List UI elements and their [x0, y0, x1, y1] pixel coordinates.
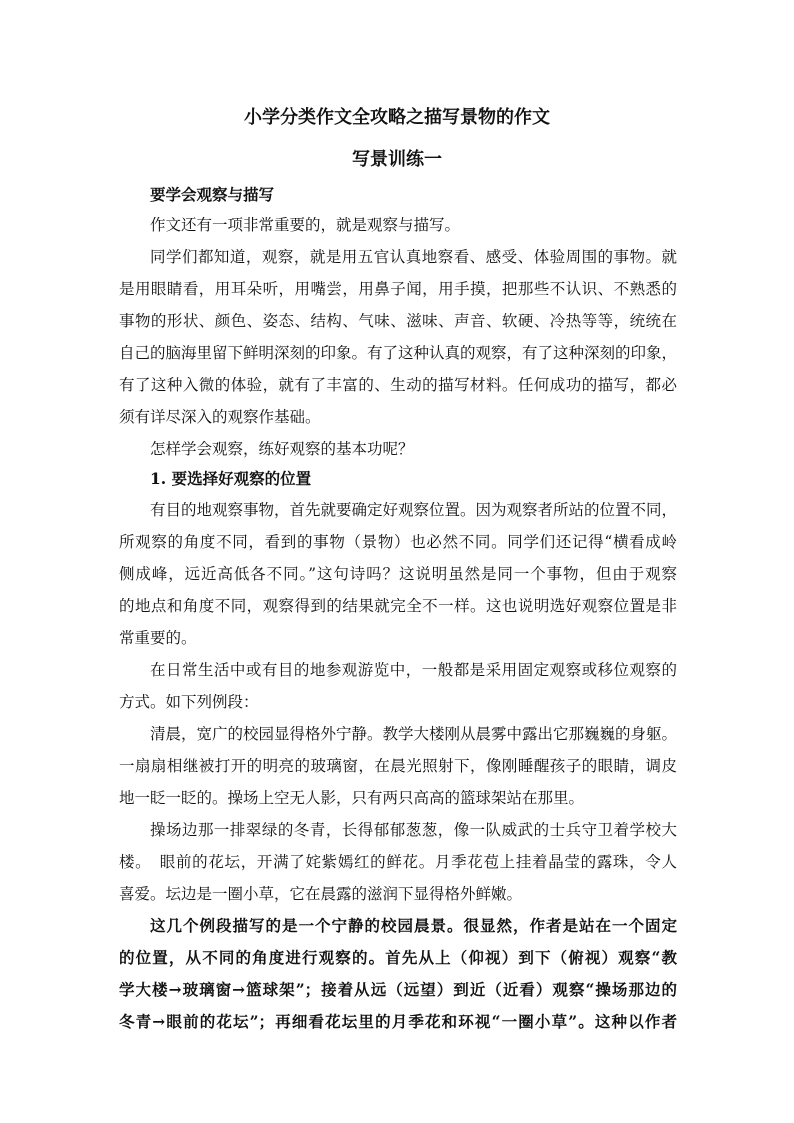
text-line: 怎样学会观察，练好观察的基本功呢？	[150, 440, 414, 458]
text-line: 一扇扇相继被打开的明亮的玻璃窗，在晨光照射下，像刚睡醒孩子的眼睛，调皮	[119, 757, 677, 775]
text-line: 事物的形状、颜色、姿态、结构、气味、滋味、声音、软硬、冷热等等，统统在	[119, 312, 677, 330]
text-line: 地一眨一眨的。操场上空无人影，只有两只高高的篮球架站在那里。	[119, 789, 585, 807]
text-line: 冬青→眼前的花坛”；再细看花坛里的月季花和环视“一圈小草”。这种以作者	[119, 1012, 677, 1031]
text-line: 所观察的角度不同，看到的事物（景物）也必然不同。同学们还记得“横看成岭	[119, 533, 677, 551]
text-line: 侧成峰，远近高低各不同。”这句诗吗？这说明虽然是同一个事物，但由于观察	[119, 565, 677, 583]
text-line: 方式。如下列例段：	[119, 693, 259, 711]
text-line: 的位置，从不同的角度进行观察的。首先从上（仰视）到下（俯视）观察“教	[119, 948, 677, 967]
text-line: 同学们都知道，观察，就是用五官认真地察看、感受、体验周围的事物。就	[150, 248, 677, 266]
document-subtitle: 写景训练一	[352, 149, 442, 170]
text-line: 清晨，宽广的校园显得格外宁静。教学大楼刚从晨雾中露出它那巍巍的身躯。	[150, 725, 678, 743]
text-line: 学大楼→玻璃窗→篮球架”；接着从远（远望）到近（近看）观察“操场那边的	[119, 980, 677, 999]
text-line: 操场边那一排翠绿的冬青，长得郁郁葱葱，像一队威武的士兵守卫着学校大	[150, 821, 677, 839]
section-heading: 要学会观察与描写	[150, 185, 275, 204]
text-line: 作文还有一项非常重要的，就是观察与描写。	[150, 216, 461, 234]
text-line: 楼。 眼前的花坛，开满了姹紫嫣红的鲜花。月季花苞上挂着晶莹的露珠，令人	[119, 853, 677, 871]
text-line: 须有详尽深入的观察作基础。	[119, 408, 321, 426]
text-line: 这几个例段描写的是一个宁静的校园晨景。很显然，作者是站在一个固定	[150, 916, 677, 935]
text-line: 是用眼睛看，用耳朵听，用嘴尝，用鼻子闻，用手摸，把那些不认识、不熟悉的	[119, 280, 677, 298]
text-line: 常重要的。	[119, 629, 197, 647]
text-line: 的地点和角度不同，观察得到的结果就完全不一样。这也说明选好观察位置是非	[119, 597, 677, 615]
text-line: 喜爱。坛边是一圈小草，它在晨露的滋润下显得格外鲜嫩。	[119, 885, 523, 903]
text-line: 有目的地观察事物，首先就要确定好观察位置。因为观察者所站的位置不同，	[150, 501, 678, 519]
section-heading: 1. 要选择好观察的位置	[150, 469, 312, 488]
text-line: 自己的脑海里留下鲜明深刻的印象。有了这种认真的观察，有了这种深刻的印象，	[119, 344, 678, 362]
text-line: 有了这种入微的体验，就有了丰富的、生动的描写材料。任何成功的描写，都必	[119, 376, 677, 394]
text-line: 在日常生活中或有目的地参观游览中，一般都是采用固定观察或移位观察的	[150, 661, 677, 679]
document-title: 小学分类作文全攻略之描写景物的作文	[244, 107, 550, 128]
